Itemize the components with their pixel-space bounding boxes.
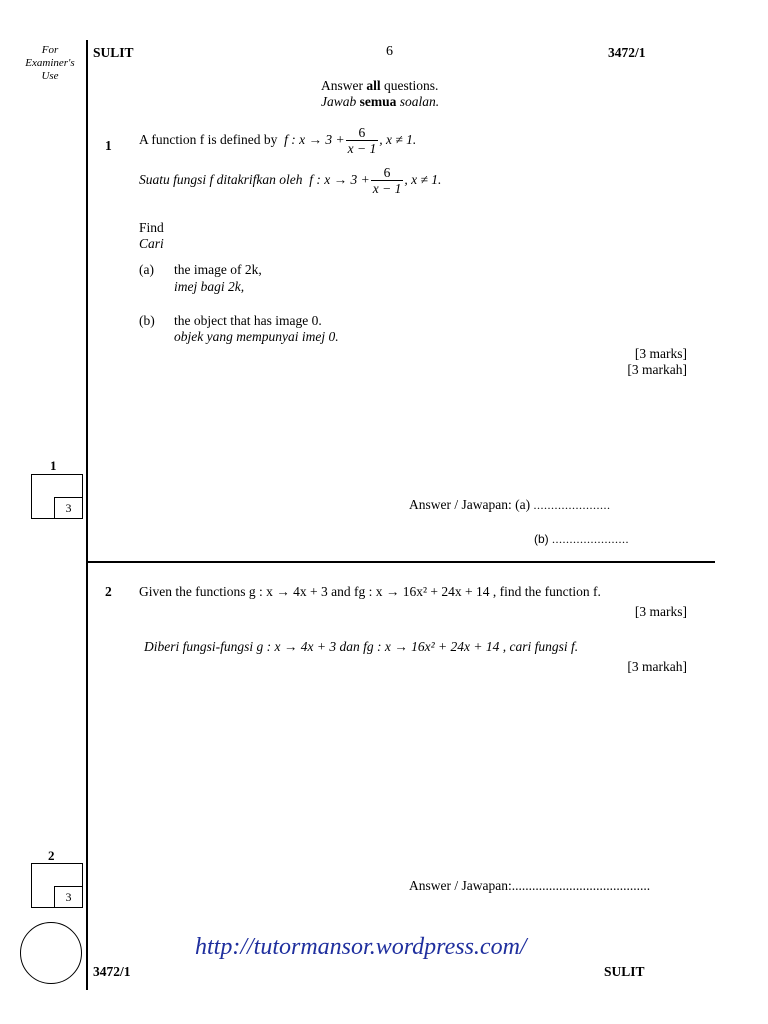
part-b-ms: objek yang mempunyai imej 0. <box>174 329 339 344</box>
part-a-label: (a) <box>139 262 154 277</box>
margin-rule <box>86 40 88 990</box>
mark-box-1-number: 1 <box>50 458 57 473</box>
question-divider <box>86 561 715 563</box>
instruction-en: Answer all questions. <box>321 78 439 93</box>
question-2-marks-ms: [3 markah] <box>627 659 687 674</box>
part-b-label: (b) <box>139 313 155 328</box>
find-ms: Cari <box>139 236 164 251</box>
mark-box-2-number: 2 <box>48 848 55 863</box>
question-2-stem-ms: Diberi fungsi-fungsi g : x → 4x + 3 dan fg : x → 16x² + 24x + 14 , cari fungsi f. <box>144 639 579 654</box>
part-a-en: the image of 2k, <box>174 262 262 277</box>
total-marks-circle <box>20 922 82 984</box>
question-2-number: 2 <box>105 584 112 599</box>
instruction-ms: Jawab semua soalan. <box>321 94 440 109</box>
source-url[interactable]: http://tutormansor.wordpress.com/ <box>195 934 527 960</box>
question-2-marks-en: [3 marks] <box>634 604 687 619</box>
question-2-answer-line: Answer / Jawapan:......................................... <box>409 878 651 893</box>
part-b-en: the object that has image 0. <box>174 313 322 328</box>
mark-box-1-total: 3 <box>54 497 83 519</box>
mark-box-2 <box>31 863 83 908</box>
examiner-use-label: For Examiner's Use <box>25 44 75 82</box>
part-a-ms: imej bagi 2k, <box>174 279 245 294</box>
mark-box-1 <box>31 474 83 519</box>
footer-paper-code: 3472/1 <box>93 964 131 979</box>
header-classification: SULIT <box>93 45 134 60</box>
find-en: Find <box>139 220 164 235</box>
footer-classification: SULIT <box>604 964 645 979</box>
question-1-marks-en: [3 marks] <box>634 346 687 361</box>
question-1-answer-b: (b) ...................... <box>534 532 630 546</box>
question-1-answer-label: Answer / Jawapan: (a) ...................... <box>409 497 611 512</box>
question-1-stem-en: A function f is defined by f : x → 3 + $\frac{6}{x - 1}$ , x ≠ 1. <box>139 125 417 156</box>
question-2-stem-en: Given the functions g : x → 4x + 3 and fg : x → 16x² + 24x + 14 , find the function f. <box>139 584 601 599</box>
question-1-marks-ms: [3 markah] <box>627 362 687 377</box>
header-paper-code: 3472/1 <box>608 45 646 60</box>
question-1-stem-ms: Suatu fungsi f ditakrifkan oleh f : x → 3 + $\frac{6}{x - 1}$ , x ≠ 1. <box>139 165 442 196</box>
page-number: 6 <box>386 44 393 59</box>
question-1-number: 1 <box>105 138 112 153</box>
mark-box-2-total: 3 <box>54 886 83 908</box>
